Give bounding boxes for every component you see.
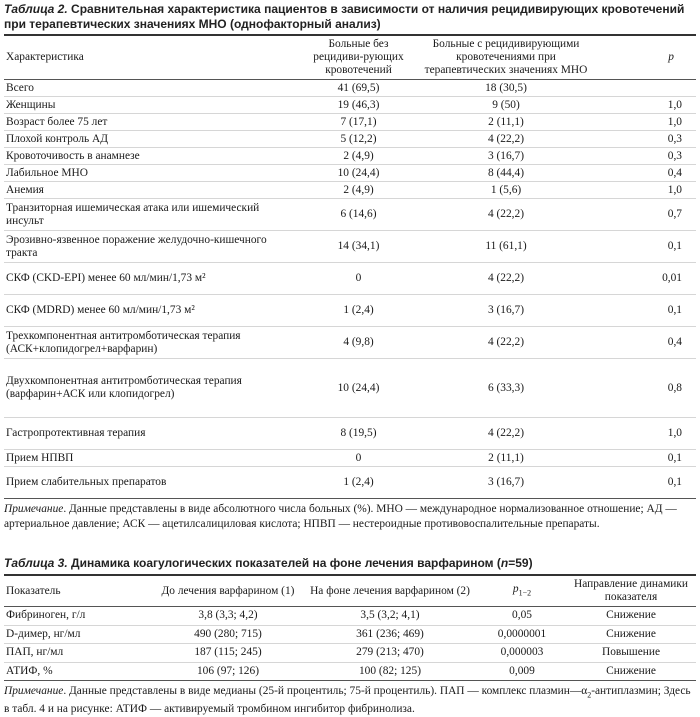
table2-header-p: p	[596, 36, 696, 80]
table3-note-text-2: -антиплазмин; Здесь в табл. 4 и на рисунке: АТИФ — активируемый тромбином ингибитор фибринолиза.	[4, 685, 691, 716]
table3-cell-during: 279 (213; 470)	[302, 644, 478, 663]
table2-cell-recurrent: 8 (44,4)	[416, 165, 596, 182]
table2-row	[4, 131, 696, 148]
table3-note-text-1: . Данные представлены в виде медианы (25-й процентиль; 75-й процентиль). ПАП — комплекс плазмин—α	[63, 685, 588, 697]
table3-cell-before: 490 (280; 715)	[154, 625, 302, 644]
table2-row	[4, 80, 696, 97]
table2-title	[4, 2, 696, 31]
table3-cell-during: 3,5 (3,2; 4,1)	[302, 607, 478, 626]
table2-row	[4, 359, 696, 418]
table3-cell-indicator: ПАП, нг/мл	[4, 644, 154, 663]
table2-cell-characteristic: Лабильное МНО	[4, 165, 301, 182]
table2-cell-recurrent: 3 (16,7)	[416, 467, 596, 499]
table2-cell-recurrent: 11 (61,1)	[416, 231, 596, 263]
table3-header-p-sub: 1−2	[518, 588, 532, 598]
table3-cell-during: 361 (236; 469)	[302, 625, 478, 644]
table3-cell-p: 0,0000001	[478, 625, 566, 644]
table2-row	[4, 263, 696, 295]
table3-row	[4, 607, 696, 626]
table2-cell-recurrent: 2 (11,1)	[416, 114, 596, 131]
table2-cell-no-recurrent: 19 (46,3)	[301, 97, 416, 114]
table3	[4, 576, 696, 681]
table2-cell-recurrent: 4 (22,2)	[416, 327, 596, 359]
table3-cell-p: 0,000003	[478, 644, 566, 663]
table2	[4, 36, 696, 499]
table3-cell-indicator: Фибриноген, г/л	[4, 607, 154, 626]
table2-cell-p: 0,1	[596, 450, 696, 467]
table3-note-label: Примечание	[4, 685, 64, 697]
table2-row	[4, 97, 696, 114]
table3-label: Таблица 3.	[4, 556, 68, 570]
table2-cell-p: 1,0	[596, 418, 696, 450]
table2-cell-no-recurrent: 14 (34,1)	[301, 231, 416, 263]
table3-cell-direction: Снижение	[566, 662, 696, 681]
table2-cell-no-recurrent: 7 (17,1)	[301, 114, 416, 131]
table3-note	[4, 684, 696, 717]
table2-cell-p: 0,01	[596, 263, 696, 295]
table2-cell-p: 0,3	[596, 148, 696, 165]
table2-cell-p	[596, 80, 696, 97]
table3-row	[4, 625, 696, 644]
table2-row	[4, 199, 696, 231]
table2-cell-characteristic: Женщины	[4, 97, 301, 114]
table2-cell-p: 1,0	[596, 182, 696, 199]
table2-cell-characteristic: СКФ (CKD-EPI) менее 60 мл/мин/1,73 м²	[4, 263, 301, 295]
table2-cell-characteristic: Прием НПВП	[4, 450, 301, 467]
table3-cell-direction: Снижение	[566, 625, 696, 644]
table2-cell-p: 0,4	[596, 327, 696, 359]
table2-cell-no-recurrent: 8 (19,5)	[301, 418, 416, 450]
table2-cell-p: 1,0	[596, 97, 696, 114]
table2-cell-no-recurrent: 10 (24,4)	[301, 359, 416, 418]
table2-cell-recurrent: 2 (11,1)	[416, 450, 596, 467]
table2-cell-p: 1,0	[596, 114, 696, 131]
table2-title-text: Сравнительная характеристика пациентов в зависимости от наличия рецидивирующих кровотечений при терапевтических значениях МНО (однофакторный анализ)	[4, 2, 685, 31]
table2-note	[4, 502, 696, 532]
table2-cell-recurrent: 1 (5,6)	[416, 182, 596, 199]
table2-header-row	[4, 36, 696, 80]
table3-cell-p: 0,05	[478, 607, 566, 626]
table2-cell-recurrent: 6 (33,3)	[416, 359, 596, 418]
table2-cell-p: 0,7	[596, 199, 696, 231]
table2-cell-characteristic: Возраст более 75 лет	[4, 114, 301, 131]
table2-cell-characteristic: СКФ (MDRD) менее 60 мл/мин/1,73 м²	[4, 295, 301, 327]
table2-cell-recurrent: 4 (22,2)	[416, 418, 596, 450]
table2-cell-p: 0,8	[596, 359, 696, 418]
table2-cell-no-recurrent: 0	[301, 450, 416, 467]
table2-cell-recurrent: 4 (22,2)	[416, 199, 596, 231]
table2-cell-p: 0,1	[596, 467, 696, 499]
table3-cell-direction: Повышение	[566, 644, 696, 663]
table2-row	[4, 165, 696, 182]
table2-row	[4, 467, 696, 499]
table3-header-row	[4, 576, 696, 607]
table2-cell-characteristic: Трехкомпонентная антитромботическая терапия (АСК+клопидогрел+варфарин)	[4, 327, 301, 359]
table2-cell-characteristic: Гастропротективная терапия	[4, 418, 301, 450]
table2-cell-no-recurrent: 4 (9,8)	[301, 327, 416, 359]
table2-header-no-recurrent: Больные без рецидиви-рующих кровотечений	[301, 36, 416, 80]
table2-cell-no-recurrent: 2 (4,9)	[301, 182, 416, 199]
table2-cell-characteristic: Всего	[4, 80, 301, 97]
table3-note-sub: 2	[587, 690, 592, 700]
table2-cell-recurrent: 18 (30,5)	[416, 80, 596, 97]
table2-cell-no-recurrent: 2 (4,9)	[301, 148, 416, 165]
table2-cell-no-recurrent: 10 (24,4)	[301, 165, 416, 182]
table2-cell-recurrent: 3 (16,7)	[416, 295, 596, 327]
table2-cell-no-recurrent: 6 (14,6)	[301, 199, 416, 231]
table3-cell-p: 0,009	[478, 662, 566, 681]
table2-row	[4, 182, 696, 199]
table2-cell-p: 0,4	[596, 165, 696, 182]
table3-header-direction: Направление динамики показателя	[566, 576, 696, 607]
table3-cell-indicator: АТИФ, %	[4, 662, 154, 681]
table2-cell-p: 0,1	[596, 231, 696, 263]
table3-cell-during: 100 (82; 125)	[302, 662, 478, 681]
table2-row	[4, 231, 696, 263]
table2-cell-characteristic: Плохой контроль АД	[4, 131, 301, 148]
table2-cell-p: 0,1	[596, 295, 696, 327]
table2-row	[4, 114, 696, 131]
table2-note-label: Примечание	[4, 503, 64, 515]
table2-cell-recurrent: 4 (22,2)	[416, 263, 596, 295]
table2-cell-characteristic: Прием слабительных препаратов	[4, 467, 301, 499]
table2-cell-recurrent: 9 (50)	[416, 97, 596, 114]
table2-cell-recurrent: 3 (16,7)	[416, 148, 596, 165]
table2-cell-no-recurrent: 5 (12,2)	[301, 131, 416, 148]
table2-cell-no-recurrent: 0	[301, 263, 416, 295]
table3-title	[4, 556, 696, 571]
table2-row	[4, 450, 696, 467]
table2-cell-characteristic: Транзиторная ишемическая атака или ишемический инсульт	[4, 199, 301, 231]
table2-cell-characteristic: Двухкомпонентная антитромботическая терапия (варфарин+АСК или клопидогрел)	[4, 359, 301, 418]
table2-cell-p: 0,3	[596, 131, 696, 148]
table2-cell-no-recurrent: 1 (2,4)	[301, 295, 416, 327]
table3-title-n: n	[500, 556, 509, 570]
table2-cell-characteristic: Анемия	[4, 182, 301, 199]
table3-title-end: =59)	[508, 556, 533, 570]
table2-row	[4, 295, 696, 327]
table2-header-recurrent: Больные с рецидивирующими кровотечениями при терапевтических значениях МНО	[416, 36, 596, 80]
table2-cell-no-recurrent: 1 (2,4)	[301, 467, 416, 499]
table3-row	[4, 644, 696, 663]
table3-header-before: До лечения варфарином (1)	[154, 576, 302, 607]
table3-header-p	[478, 576, 566, 607]
table2-row	[4, 148, 696, 165]
table3-header-during: На фоне лечения варфарином (2)	[302, 576, 478, 607]
table2-cell-recurrent: 4 (22,2)	[416, 131, 596, 148]
table2-note-text: . Данные представлены в виде абсолютного числа больных (%). МНО — международное нормализованное отношение; АД — артериальное давление; АСК — ацетилсалициловая кислота; НПВП — нестероидные противовоспалительные препараты.	[4, 503, 677, 530]
table3-cell-direction: Снижение	[566, 607, 696, 626]
table2-cell-characteristic: Эрозивно-язвенное поражение желудочно-кишечного тракта	[4, 231, 301, 263]
table3-cell-indicator: D-димер, нг/мл	[4, 625, 154, 644]
table3-header-indicator: Показатель	[4, 576, 154, 607]
table3-cell-before: 187 (115; 245)	[154, 644, 302, 663]
table2-row	[4, 418, 696, 450]
table2-row	[4, 327, 696, 359]
table3-cell-before: 106 (97; 126)	[154, 662, 302, 681]
table2-cell-no-recurrent: 41 (69,5)	[301, 80, 416, 97]
table2-label: Таблица 2.	[4, 2, 68, 16]
table2-header-characteristic: Характеристика	[4, 36, 301, 80]
table3-title-main: Динамика коагулогических показателей на фоне лечения варфарином (	[71, 556, 501, 570]
table3-row	[4, 662, 696, 681]
table3-header-p-symbol: p	[512, 582, 519, 595]
table2-cell-characteristic: Кровоточивость в анамнезе	[4, 148, 301, 165]
table3-cell-before: 3,8 (3,3; 4,2)	[154, 607, 302, 626]
